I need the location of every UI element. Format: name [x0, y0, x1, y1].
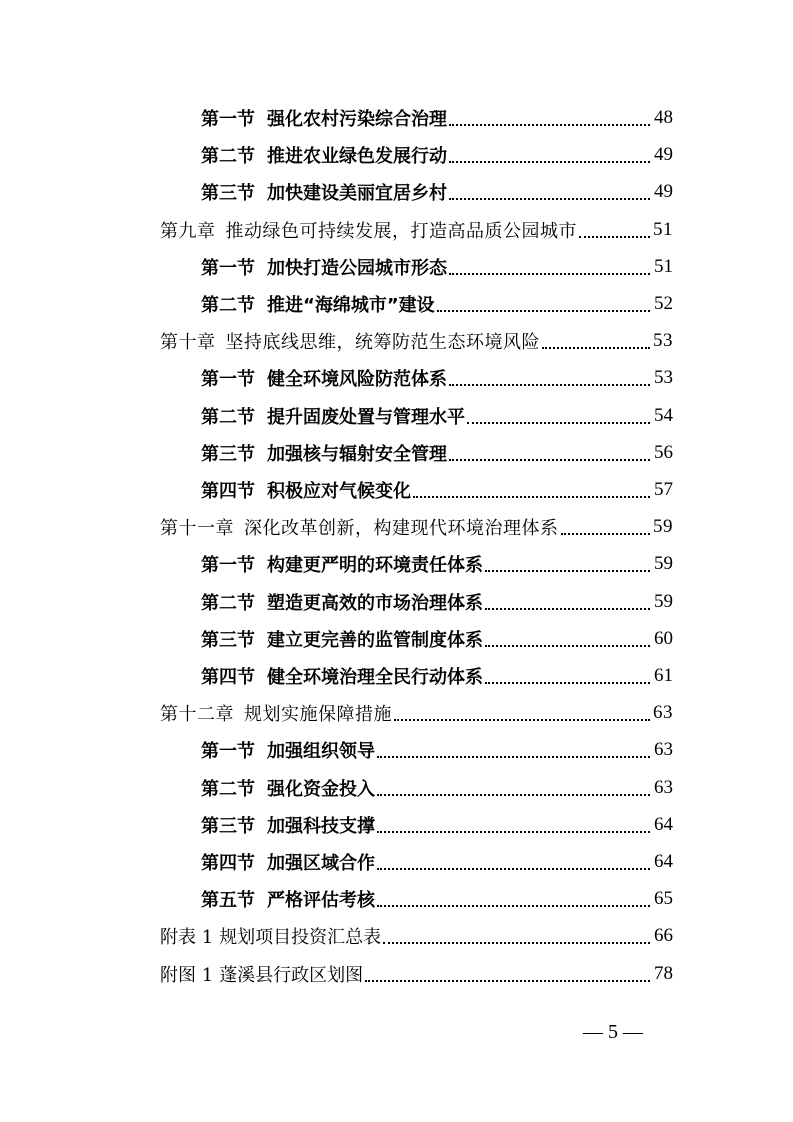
toc-entry-page-number: 61: [654, 665, 673, 686]
toc-entry-label: 第一节: [201, 257, 255, 279]
toc-entry-section[interactable]: [201, 285, 673, 323]
dot-leader: [377, 756, 650, 758]
dot-leader: [377, 905, 650, 907]
toc-entry-appendix[interactable]: [160, 955, 673, 993]
dot-leader: [383, 942, 650, 944]
toc-entry-page-number: 60: [654, 627, 673, 649]
toc-entry-title: 健全环境治理全民行动体系: [267, 667, 483, 688]
dot-leader: [485, 645, 650, 647]
dot-leader: [377, 831, 650, 833]
toc-entry-title: 加强区域合作: [267, 853, 375, 874]
toc-entry-label: 第三节: [201, 629, 255, 651]
toc-entry-chapter[interactable]: [160, 211, 673, 249]
dot-leader: [579, 236, 650, 238]
toc-entry-section[interactable]: [201, 136, 673, 174]
toc-entry-page-number: 51: [654, 255, 673, 277]
toc-entry-page-number: 53: [653, 330, 673, 352]
toc-entry-page-number: 49: [654, 181, 673, 203]
toc-entry-label: 第一节: [201, 741, 255, 763]
toc-entry-title: 规划实施保障措施: [244, 704, 392, 726]
toc-entry-page-number: 63: [654, 776, 673, 798]
toc-entry-title: 塑造更高效的市场治理体系: [267, 592, 483, 614]
toc-entry-label: 第四节: [201, 667, 255, 688]
toc-entry-label: 第十二章: [160, 704, 234, 726]
toc-entry-page-number: 51: [653, 218, 673, 240]
dot-leader: [449, 273, 650, 275]
dot-leader: [485, 608, 650, 610]
toc-entry-page-number: 48: [654, 107, 673, 128]
toc-entry-label: 第五节: [201, 890, 255, 912]
dot-leader: [437, 310, 650, 312]
toc-entry-page-number: 59: [654, 590, 673, 612]
toc-entry-title: 坚持底线思维，统筹防范生态环境风险: [225, 332, 540, 354]
toc-entry-title: 强化农村污染综合治理: [267, 109, 447, 130]
toc-entry-title: 规划项目投资汇总表: [219, 927, 382, 949]
toc-entry-label: 第四节: [201, 481, 255, 502]
dot-leader: [449, 459, 650, 461]
toc-entry-title: 深化改革创新，构建现代环境治理体系: [244, 518, 559, 540]
toc-entry-label: 第一节: [201, 555, 255, 577]
toc-entry-label: 第二节: [201, 146, 255, 168]
toc-entry-section[interactable]: [201, 806, 673, 844]
toc-entry-page-number: 63: [654, 739, 673, 761]
toc-entry-title: 构建更严明的环境责任体系: [267, 555, 483, 577]
toc-entry-label: 第二节: [201, 406, 255, 428]
toc-entry-page-number: 63: [653, 702, 673, 724]
toc-entry-section[interactable]: [201, 99, 673, 137]
dot-leader: [542, 347, 650, 349]
dot-leader: [467, 422, 650, 424]
toc-entry-label: 第四节: [201, 853, 255, 874]
toc-entry-label: 第一节: [201, 369, 255, 391]
dot-leader: [365, 980, 650, 982]
toc-entry-page-number: 66: [654, 925, 673, 947]
toc-entry-title: 推动绿色可持续发展，打造高品质公园城市: [225, 220, 577, 242]
toc-entry-chapter[interactable]: [160, 508, 673, 546]
toc-entry-section[interactable]: [201, 173, 673, 211]
toc-entry-page-number: 49: [654, 144, 673, 166]
toc-entry-section[interactable]: [201, 545, 673, 583]
toc-entry-page-number: 56: [654, 441, 673, 463]
toc-entry-page-number: 64: [654, 813, 673, 835]
toc-entry-title: 建立更完善的监管制度体系: [267, 629, 483, 651]
dot-leader: [449, 384, 650, 386]
toc-entry-section[interactable]: [201, 359, 673, 397]
toc-entry-section[interactable]: [201, 397, 673, 435]
toc-entry-label: 第二节: [201, 592, 255, 614]
toc-entry-section[interactable]: [201, 248, 673, 286]
toc-entry-page-number: 54: [654, 404, 673, 426]
toc-entry-title: 加强组织领导: [267, 741, 375, 763]
toc-entry-section[interactable]: [201, 434, 673, 472]
toc-entry-label: 附表 1: [160, 927, 214, 949]
toc-entry-label: 第十章: [160, 332, 216, 354]
toc-entry-section[interactable]: [201, 471, 673, 509]
dot-leader: [485, 570, 650, 572]
toc-entry-section[interactable]: [201, 880, 673, 918]
dot-leader: [377, 794, 650, 796]
dot-leader: [413, 496, 650, 498]
page-number-footer: — 5 —: [583, 1020, 643, 1043]
toc-entry-title: 加快打造公园城市形态: [267, 257, 447, 279]
toc-entry-section[interactable]: [201, 769, 673, 807]
toc-entry-label: 第二节: [201, 778, 255, 800]
toc-entry-label: 第三节: [201, 183, 255, 205]
toc-entry-label: 第三节: [201, 815, 255, 837]
toc-entry-title: 加快建设美丽宜居乡村: [267, 183, 447, 205]
toc-entry-section[interactable]: [201, 731, 673, 769]
toc-entry-page-number: 53: [654, 367, 673, 389]
toc-entry-label: 第九章: [160, 220, 216, 242]
dot-leader: [449, 161, 650, 163]
toc-entry-title: 积极应对气候变化: [267, 481, 411, 502]
toc-entry-page-number: 59: [653, 516, 673, 538]
toc-entry-page-number: 57: [654, 479, 673, 500]
toc-entry-title: 健全环境风险防范体系: [267, 369, 447, 391]
toc-entry-label: 第一节: [201, 109, 255, 130]
toc-entry-section[interactable]: [201, 657, 673, 695]
toc-entry-section[interactable]: [201, 583, 673, 621]
dot-leader: [449, 124, 650, 126]
toc-entry-appendix[interactable]: [160, 917, 673, 955]
toc-entry-section[interactable]: [201, 620, 673, 658]
toc-entry-page-number: 64: [654, 851, 673, 872]
toc-entry-title: 推进“海绵城市”建设: [267, 295, 435, 316]
toc-entry-chapter[interactable]: [160, 694, 673, 732]
toc-entry-label: 第二节: [201, 295, 255, 316]
toc-entry-page-number: 59: [654, 553, 673, 575]
toc-entry-title: 强化资金投入: [267, 778, 375, 800]
dot-leader: [377, 868, 650, 870]
toc-entry-title: 推进农业绿色发展行动: [267, 146, 447, 168]
toc-entry-title: 加强核与辐射安全管理: [267, 443, 447, 465]
toc-entry-title: 加强科技支撑: [267, 815, 375, 837]
toc-entry-page-number: 78: [654, 962, 673, 984]
toc-entry-label: 附图 1: [160, 964, 214, 986]
dot-leader: [561, 533, 651, 535]
toc-entry-title: 蓬溪县行政区划图: [219, 964, 364, 986]
toc-entry-title: 严格评估考核: [267, 890, 375, 912]
toc-entry-page-number: 52: [654, 293, 673, 314]
dot-leader: [485, 682, 650, 684]
toc-entry-label: 第三节: [201, 443, 255, 465]
toc-entry-chapter[interactable]: [160, 322, 673, 360]
toc-entry-section[interactable]: [201, 843, 673, 881]
dot-leader: [394, 719, 650, 721]
toc-entry-page-number: 65: [654, 888, 673, 910]
dot-leader: [449, 198, 650, 200]
toc-entry-title: 提升固废处置与管理水平: [267, 406, 465, 428]
toc-entry-label: 第十一章: [160, 518, 234, 540]
